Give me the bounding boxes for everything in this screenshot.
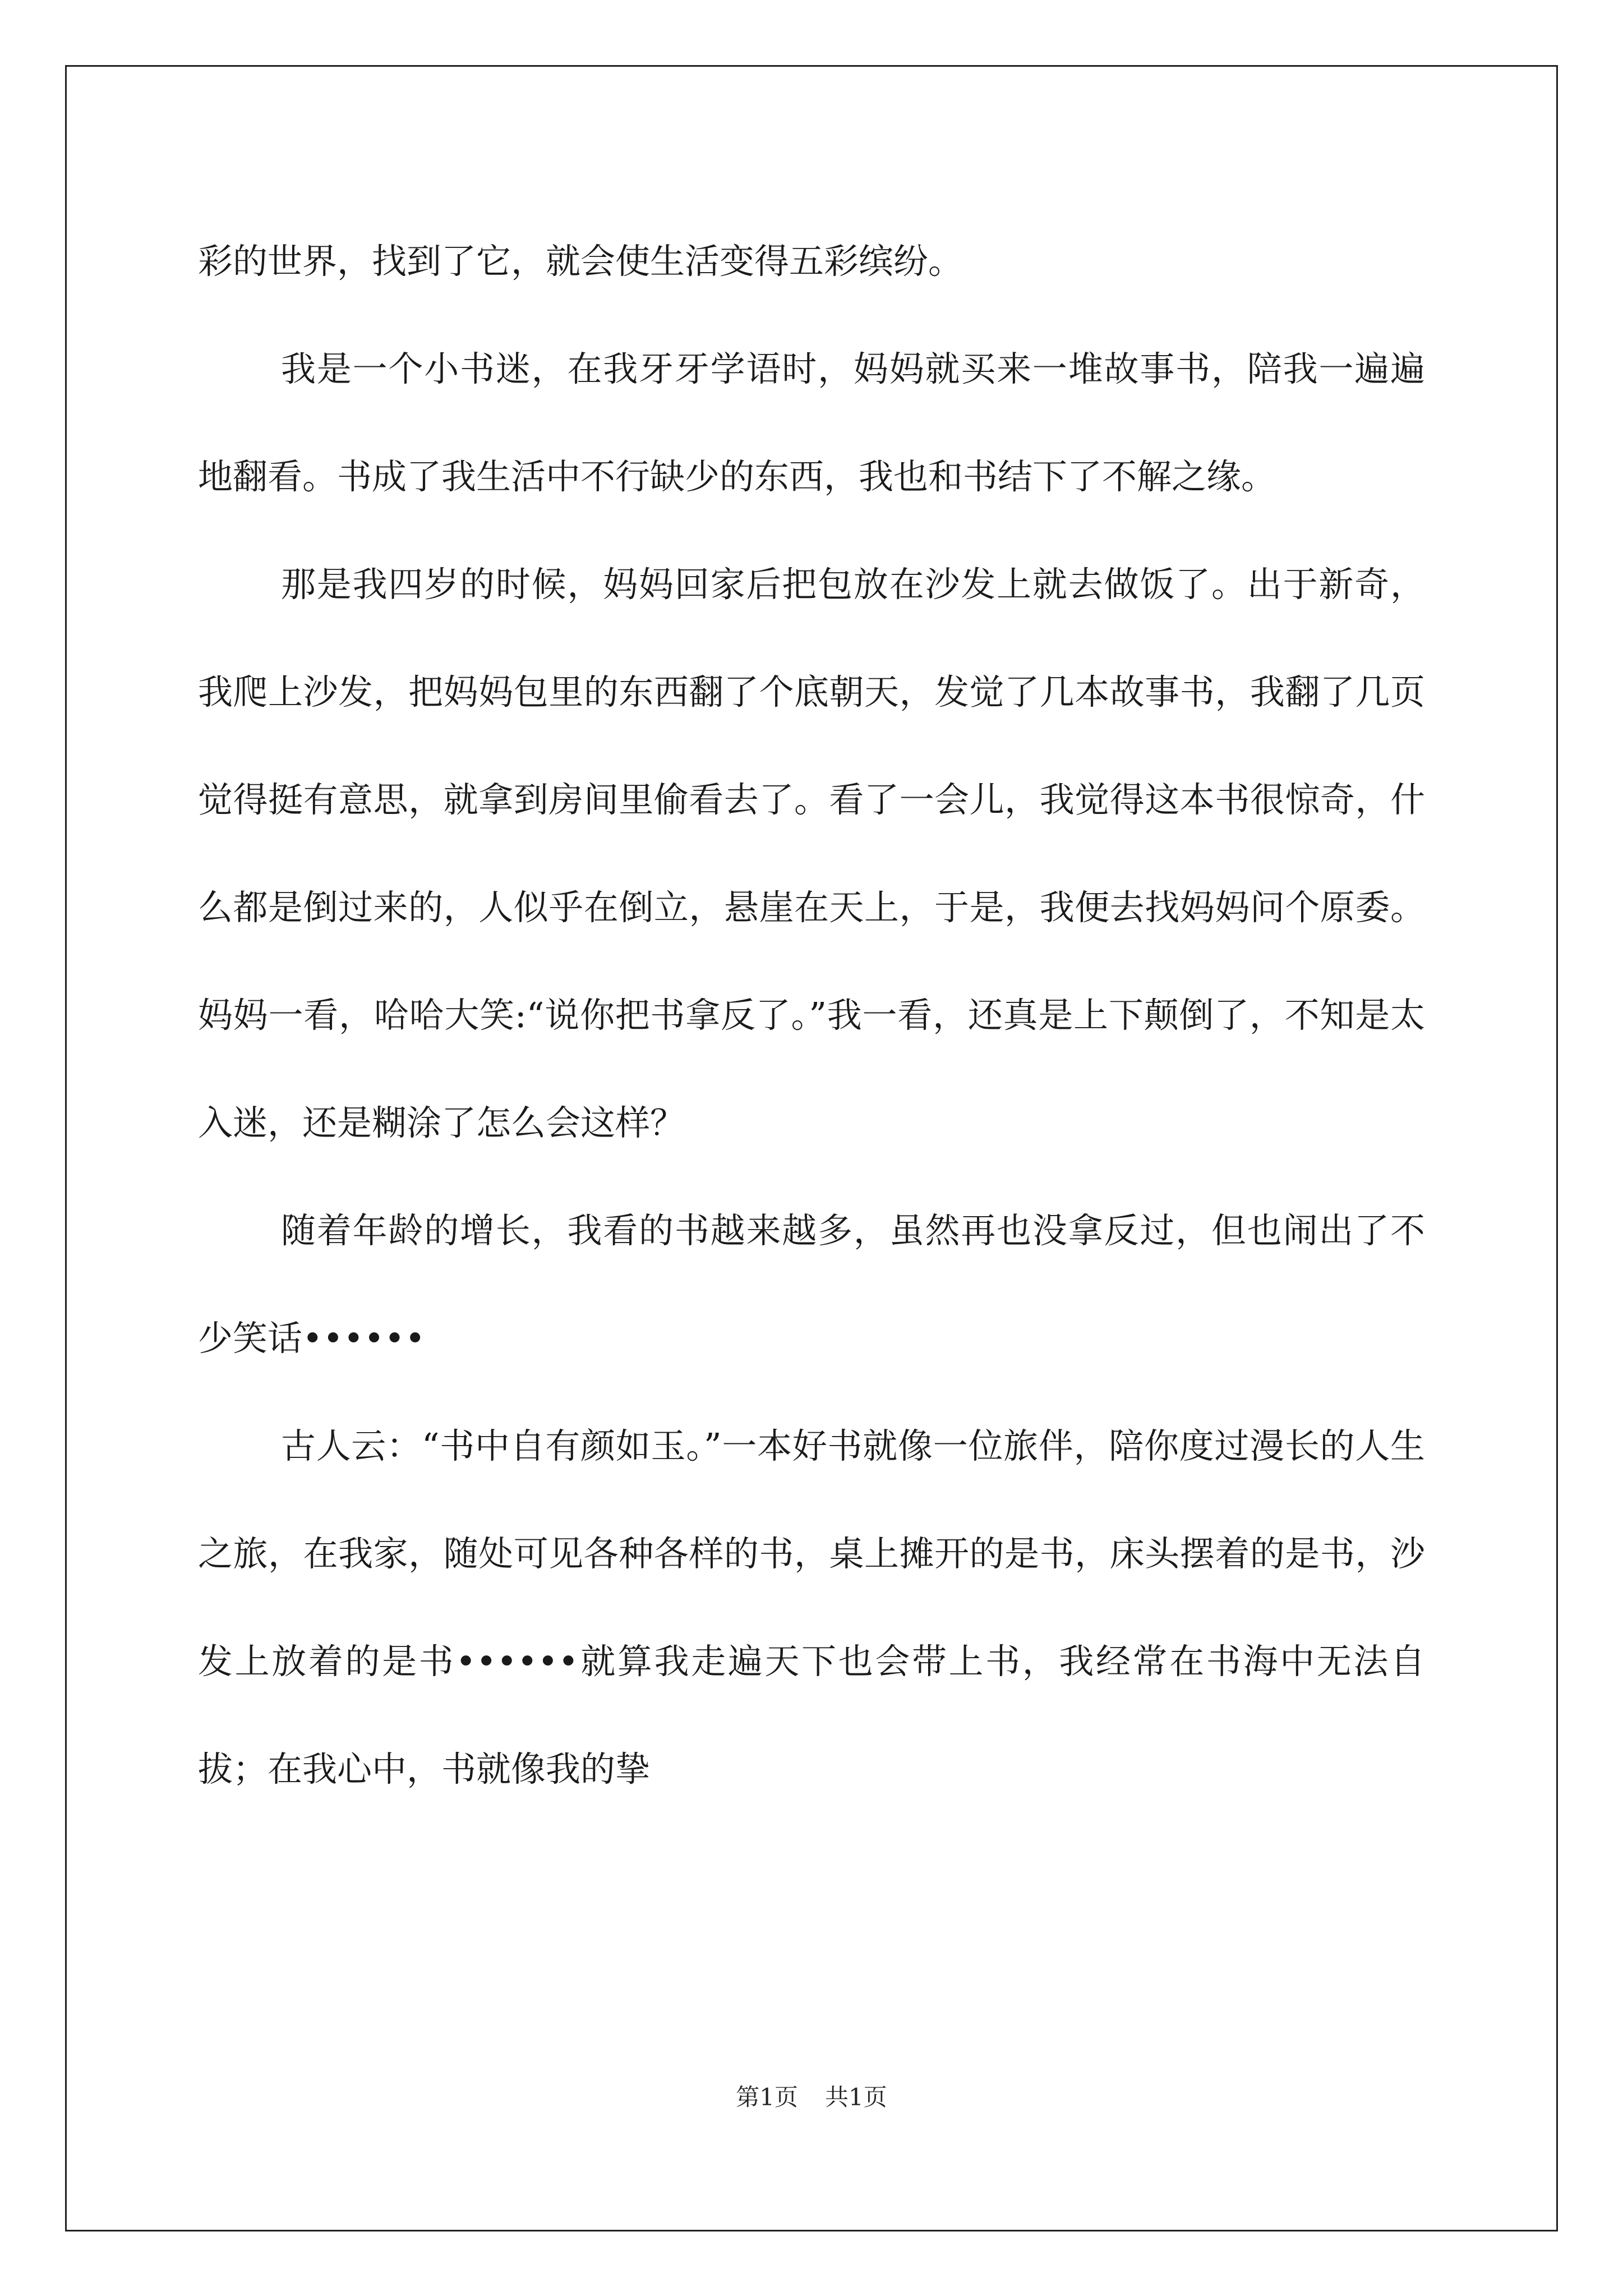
paragraph-5: 古人云：“书中自有颜如玉。”一本好书就像一位旅伴，陪你度过漫长的人生之旅，在我家，随处可见各种各样的书，桌上摊开的是书，床头摆着的是书，沙发上放着的是书••••••就算我走遍天下也会带上书，我经常在书海中无法自拔；在我心中，书就像我的挚	[198, 1425, 1425, 1789]
paragraph-3: 那是我四岁的时候，妈妈回家后把包放在沙发上就去做饭了。出于新奇，我爬上沙发，把妈妈包里的东西翻了个底朝天，发觉了几本故事书，我翻了几页觉得挺有意思，就拿到房间里偷看去了。看了一会儿，我觉得这本书很惊奇，什么都是倒过来的，人似乎在倒立，悬崖在天上，于是，我便去找妈妈问个原委。妈妈一看，哈哈大笑:“说你把书拿反了。”我一看，还真是上下颠倒了，不知是太入迷，还是糊涂了怎么会这样？	[198, 564, 1425, 1143]
paragraph-4: 随着年龄的增长，我看的书越来越多，虽然再也没拿反过，但也闹出了不少笑话••••••	[198, 1210, 1425, 1359]
document-body	[198, 208, 1425, 1823]
page-footer	[0, 2079, 1623, 2113]
paragraph-2: 我是一个小书迷，在我牙牙学语时，妈妈就买来一堆故事书，陪我一遍遍地翻看。书成了我生活中不行缺少的东西，我也和书结下了不解之缘。	[198, 348, 1425, 497]
page-number: 第1页	[736, 2083, 798, 2111]
paragraph-1: 彩的世界，找到了它，就会使生活变得五彩缤纷。	[198, 241, 963, 282]
page-total: 共1页	[825, 2083, 887, 2111]
